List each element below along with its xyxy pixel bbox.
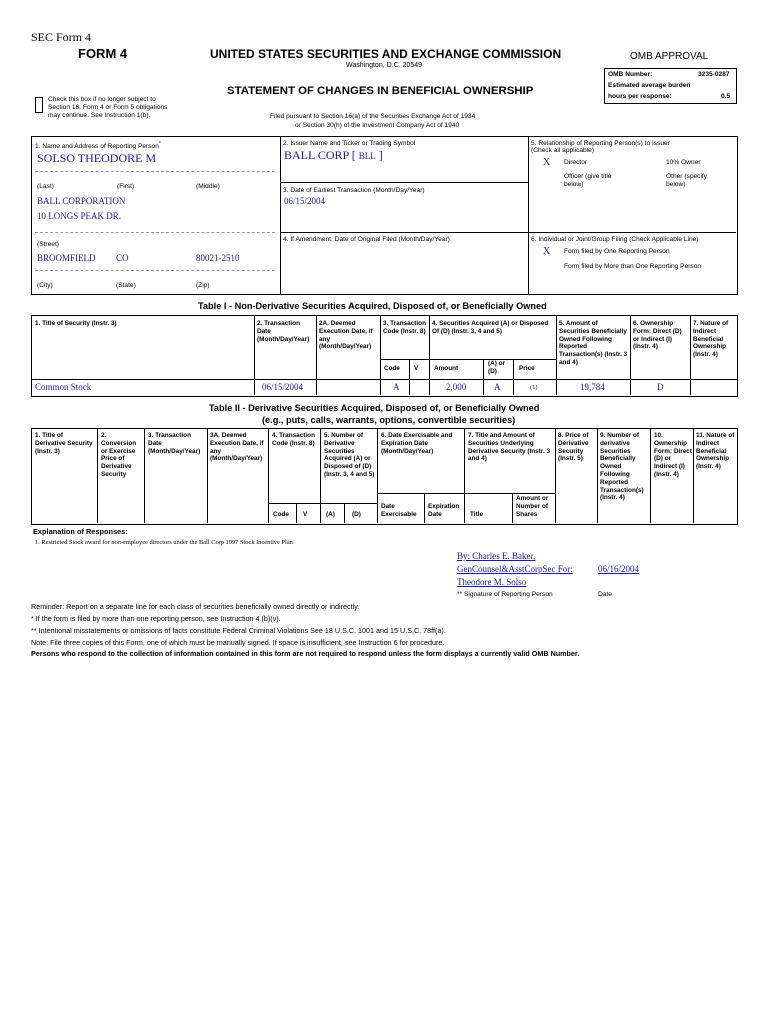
- address-line2[interactable]: 10 LONGS PEAK DR.: [37, 211, 122, 221]
- box3-label: 3. Date of Earliest Transaction (Month/Day/Year): [283, 187, 425, 194]
- t2-code-subheader: Code: [273, 511, 289, 518]
- filed-pursuant-line2: or Section 30(h) of the Investment Company Act of 1940: [295, 122, 460, 129]
- no-longer-subject-checkbox[interactable]: [35, 97, 43, 113]
- footer-reminder: Reminder: Report on a separate line for each class of securities beneficially owned directly or indirectly.: [31, 602, 360, 611]
- footer-dstar-note: ** Intentional misstatements or omissions of facts constitute Federal Criminal Violations See 18 U.S.C. 1001 and 15 U.S.C. 78ff(a).: [31, 626, 446, 635]
- agency-location: Washington, D.C. 20549: [346, 62, 423, 69]
- middle-name-label: (Middle): [196, 183, 220, 190]
- one-person-check-mark[interactable]: X: [543, 246, 551, 257]
- omb-number-label: OMB Number:: [608, 71, 653, 78]
- filed-by-more-persons-label: Form filed by More than One Reporting Person: [564, 263, 702, 270]
- ten-percent-owner-label: 10% Owner: [666, 159, 701, 166]
- t1-ad-subheader: (A) or (D): [488, 360, 506, 375]
- t2-d-subheader: (D): [352, 511, 361, 518]
- director-label: Director: [564, 159, 588, 166]
- omb-burden-label: Estimated average burden: [608, 82, 691, 89]
- director-check-mark[interactable]: X: [543, 157, 551, 168]
- t1-col2a-header: 2A. Deemed Execution Date, if any (Month/Day/Year): [319, 320, 373, 351]
- state-label: (State): [116, 282, 136, 289]
- t2-col7-header: 7. Title and Amount of Securities Underlying Derivative Security (Instr. 3 and 4): [468, 432, 551, 463]
- zip-label: (Zip): [196, 282, 210, 289]
- signature-line3: Theodore M. Solso: [457, 577, 527, 587]
- omb-hours-value: 0.5: [721, 93, 731, 100]
- t1-row-amount: 2,000: [446, 382, 467, 392]
- signature-line1: By: Charles E. Baker,: [457, 551, 536, 561]
- reporting-person-name[interactable]: SOLSO THEODORE M: [37, 151, 157, 165]
- t1-amount-subheader: Amount: [434, 365, 459, 372]
- footer-note: Note: File three copies of this Form, one of which must be manually signed. If space is insufficient, see Instruction 6 for procedure.: [31, 638, 445, 647]
- signature-date: 06/16/2004: [598, 564, 640, 574]
- t2-expiration-subheader: Expiration Date: [428, 503, 460, 518]
- t1-col2-header: 2. Transaction Date (Month/Day/Year): [257, 320, 310, 343]
- box6-label: 6. Individual or Joint/Group Filing (Check Applicable Line): [531, 236, 699, 243]
- t2-col9-header: 9. Number of derivative Securities Beneficially Owned Following Reported Transaction(s) (Instr. 4): [600, 432, 644, 502]
- t1-col5-header: 5. Amount of Securities Beneficially Owned Following Reported Transaction(s) (Instr. 3 and 4): [559, 320, 628, 366]
- document-label: SEC Form 4: [31, 30, 92, 44]
- t2-amount-subheader: Amount or Number of Shares: [516, 495, 549, 518]
- agency-name: UNITED STATES SECURITIES AND EXCHANGE COMMISSION: [210, 47, 562, 61]
- explanation-note-1: 1. Restricted Stock award for non-employee directors under the Ball Corp 1997 Stock Incentive Plan: [35, 539, 293, 546]
- t2-title-subheader: Title: [470, 511, 484, 518]
- t1-code-subheader: Code: [384, 365, 400, 372]
- t2-col5-header: 5. Number of Derivative Securities Acquired (A) or Disposed of (D) (Instr. 3, 4 and 5): [324, 432, 375, 478]
- explanation-title: Explanation of Responses:: [33, 527, 128, 536]
- date-label: Date: [598, 591, 612, 598]
- table2-subtitle: (e.g., puts, calls, warrants, options, convertible securities): [262, 415, 516, 425]
- officer-label: Officer (give title below): [564, 173, 612, 188]
- t1-col1-header: 1. Title of Security (Instr. 3): [35, 320, 117, 327]
- omb-approval-title: OMB APPROVAL: [630, 51, 709, 62]
- t1-col3-header: 3. Transaction Code (Instr. 8): [383, 320, 426, 335]
- t1-row-owned: 19,784: [580, 382, 605, 392]
- t2-col3a-header: 3A. Deemed Execution Date, if any (Month/Day/Year): [210, 432, 264, 463]
- t1-col4-header: 4. Securities Acquired (A) or Disposed Of (D) (Instr. 3, 4 and 5): [432, 320, 549, 335]
- signature-line2: GenCounsel&AsstCorpSec For:: [457, 564, 573, 574]
- t1-price-subheader: Price: [519, 365, 535, 372]
- box4-label: 4. If Amendment, Date of Original Filed (Month/Day/Year): [283, 236, 450, 243]
- filed-by-one-person-label: Form filed by One Reporting Person: [564, 248, 670, 255]
- t1-row-code: A: [393, 382, 400, 392]
- t1-col6-header: 6. Ownership Form: Direct (D) or Indirect (I) (Instr. 4): [633, 320, 682, 351]
- zip-value[interactable]: 80021-2510: [196, 253, 240, 263]
- t1-v-subheader: V: [414, 365, 419, 372]
- t1-row-price: (1): [530, 384, 538, 391]
- box5-sublabel: (Check all applicable): [531, 147, 595, 154]
- t2-col10-header: 10. Ownership Form: Direct (D) or Indirect (I) (Instr. 4): [654, 432, 692, 478]
- omb-number-value: 3235-0287: [698, 71, 730, 78]
- t1-col7-header: 7. Nature of Indirect Beneficial Ownership (Instr. 4): [693, 320, 729, 359]
- t1-row-title: Common Stock: [35, 382, 92, 392]
- last-name-label: (Last): [37, 183, 54, 190]
- t2-a-subheader: (A): [326, 511, 335, 518]
- t2-col6-header: 6. Date Exercisable and Expiration Date (Month/Day/Year): [381, 432, 453, 455]
- ticker-symbol: BLL: [358, 151, 376, 161]
- address-line1[interactable]: BALL CORPORATION: [37, 196, 126, 206]
- checkbox-instruction-text: Check this box if no longer subject to Section 16. Form 4 or Form 5 obligations may continue. See Instruction 1(b).: [48, 96, 168, 119]
- filed-pursuant-line1: Filed pursuant to Section 16(a) of the Securities Exchange Act of 1934: [270, 113, 476, 120]
- t2-col4-header: 4. Transaction Code (Instr. 8): [272, 432, 315, 447]
- earliest-transaction-date[interactable]: 06/15/2004: [284, 196, 326, 206]
- t1-row-ad: A: [494, 382, 501, 392]
- box1-label: 1. Name and Address of Reporting Person*: [35, 141, 161, 151]
- first-name-label: (First): [117, 183, 135, 190]
- omb-hours-label: hours per response:: [608, 93, 672, 100]
- t2-col2-header: 2. Conversion or Exercise Price of Derivative Security: [101, 432, 137, 478]
- t2-col11-header: 11. Nature of Indirect Beneficial Ownership (Instr. 4): [696, 432, 735, 471]
- street-label: (Street): [37, 241, 59, 248]
- form-title: FORM 4: [78, 46, 128, 61]
- city-label: (City): [37, 282, 53, 289]
- t2-col1-header: 1. Title of Derivative Security (Instr. 3): [35, 432, 93, 455]
- box2-label: 2. Issuer Name and Ticker or Trading Symbol: [283, 140, 416, 147]
- footer-star-note: * If the form is filed by more than one reporting person, see Instruction 4 (b)(v).: [31, 614, 281, 623]
- issuer-name[interactable]: BALL CORP [ BLL ]: [284, 148, 383, 162]
- table1-title: Table I - Non-Derivative Securities Acquired, Disposed of, or Beneficially Owned: [198, 301, 547, 311]
- t2-col8-header: 8. Price of Derivative Security (Instr. 5): [558, 432, 589, 463]
- state-value[interactable]: CO: [116, 253, 129, 263]
- t2-v-subheader: V: [303, 511, 308, 518]
- footer-persons-notice: Persons who respond to the collection of information contained in this form are not required to respond unless the form displays a currently valid OMB Number.: [31, 649, 580, 658]
- t2-exercisable-subheader: Date Exercisable: [381, 503, 417, 518]
- t1-row-form: D: [657, 382, 664, 392]
- statement-title: STATEMENT OF CHANGES IN BENEFICIAL OWNERSHIP: [227, 85, 534, 97]
- t1-row-date: 06/15/2004: [262, 382, 304, 392]
- table2-title: Table II - Derivative Securities Acquired, Disposed of, or Beneficially Owned: [209, 403, 540, 413]
- other-label: Other (specify below): [666, 173, 708, 188]
- signature-label: ** Signature of Reporting Person: [457, 591, 553, 598]
- city-value[interactable]: BROOMFIELD: [37, 253, 96, 263]
- t2-col3-header: 3. Transaction Date (Month/Day/Year): [148, 432, 201, 455]
- box5-label: 5. Relationship of Reporting Person(s) to Issuer: [531, 140, 670, 147]
